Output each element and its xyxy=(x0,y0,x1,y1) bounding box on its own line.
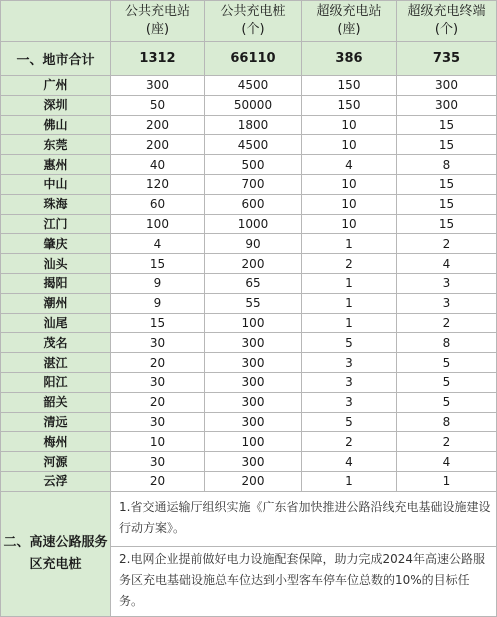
table-row xyxy=(1,254,497,274)
city-name: 深圳 xyxy=(1,95,111,115)
city-name: 江门 xyxy=(1,214,111,234)
table-row xyxy=(1,76,497,96)
table-row xyxy=(1,412,497,432)
city-public-piles: 300 xyxy=(205,353,302,373)
city-super-stations: 3 xyxy=(302,372,397,392)
city-name: 汕头 xyxy=(1,254,111,274)
city-public-stations: 300 xyxy=(111,76,205,96)
city-name: 中山 xyxy=(1,174,111,194)
city-super-terminals: 5 xyxy=(397,372,497,392)
city-public-piles: 700 xyxy=(205,174,302,194)
city-public-stations: 30 xyxy=(111,333,205,353)
city-public-stations: 20 xyxy=(111,353,205,373)
city-super-terminals: 3 xyxy=(397,273,497,293)
city-super-stations: 2 xyxy=(302,254,397,274)
city-public-stations: 4 xyxy=(111,234,205,254)
city-public-piles: 90 xyxy=(205,234,302,254)
header-public-piles xyxy=(205,1,302,42)
city-super-terminals: 5 xyxy=(397,353,497,373)
city-super-terminals: 3 xyxy=(397,293,497,313)
header-super-stations xyxy=(302,1,397,42)
city-name: 茂名 xyxy=(1,333,111,353)
city-public-stations: 100 xyxy=(111,214,205,234)
city-public-stations: 9 xyxy=(111,273,205,293)
city-public-piles: 4500 xyxy=(205,135,302,155)
city-public-piles: 55 xyxy=(205,293,302,313)
city-public-piles: 300 xyxy=(205,452,302,472)
city-public-piles: 4500 xyxy=(205,76,302,96)
city-public-piles: 200 xyxy=(205,254,302,274)
city-public-stations: 30 xyxy=(111,452,205,472)
city-public-stations: 200 xyxy=(111,115,205,135)
city-super-stations: 10 xyxy=(302,115,397,135)
city-name: 广州 xyxy=(1,76,111,96)
city-super-stations: 1 xyxy=(302,234,397,254)
city-super-stations: 5 xyxy=(302,333,397,353)
total-super-terminals: 735 xyxy=(397,42,497,76)
city-super-stations: 2 xyxy=(302,432,397,452)
city-super-terminals: 2 xyxy=(397,432,497,452)
city-super-stations: 1 xyxy=(302,313,397,333)
header-row xyxy=(1,1,497,42)
city-super-terminals: 15 xyxy=(397,214,497,234)
city-super-stations: 150 xyxy=(302,95,397,115)
city-name: 湛江 xyxy=(1,353,111,373)
total-public-stations: 1312 xyxy=(111,42,205,76)
city-name: 珠海 xyxy=(1,194,111,214)
header-corner-cell xyxy=(1,1,111,42)
table-row xyxy=(1,452,497,472)
city-name: 肇庆 xyxy=(1,234,111,254)
table-row xyxy=(1,234,497,254)
city-public-stations: 10 xyxy=(111,432,205,452)
city-super-terminals: 8 xyxy=(397,333,497,353)
city-super-stations: 1 xyxy=(302,273,397,293)
city-super-stations: 10 xyxy=(302,214,397,234)
city-super-terminals: 2 xyxy=(397,313,497,333)
city-super-terminals: 15 xyxy=(397,194,497,214)
city-super-terminals: 15 xyxy=(397,115,497,135)
header-super-terminals-title: 超级充电终端 xyxy=(407,4,486,19)
city-super-terminals: 2 xyxy=(397,234,497,254)
total-row xyxy=(1,42,497,76)
city-super-terminals: 15 xyxy=(397,135,497,155)
highway-note-2: 2.电网企业提前做好电力设施配套保障，助力完成2024年高速公路服务区充电基础设施总车位达到小型客车停车位总数的10%的目标任务。 xyxy=(111,546,497,616)
city-super-stations: 10 xyxy=(302,135,397,155)
city-public-stations: 50 xyxy=(111,95,205,115)
city-super-stations: 5 xyxy=(302,412,397,432)
city-public-piles: 600 xyxy=(205,194,302,214)
city-name: 揭阳 xyxy=(1,273,111,293)
table-row xyxy=(1,194,497,214)
table-row xyxy=(1,471,497,491)
header-public-piles-title: 公共充电桩 xyxy=(220,4,286,19)
table-row xyxy=(1,313,497,333)
header-super-stations-unit: (座) xyxy=(337,22,361,37)
city-name: 佛山 xyxy=(1,115,111,135)
highway-note-row-1 xyxy=(1,491,497,546)
city-super-stations: 3 xyxy=(302,392,397,412)
header-public-stations-title: 公共充电站 xyxy=(124,4,190,19)
city-public-stations: 60 xyxy=(111,194,205,214)
city-public-stations: 200 xyxy=(111,135,205,155)
city-public-stations: 120 xyxy=(111,174,205,194)
city-public-piles: 100 xyxy=(205,313,302,333)
city-public-piles: 1000 xyxy=(205,214,302,234)
table-row xyxy=(1,372,497,392)
city-super-terminals: 1 xyxy=(397,471,497,491)
total-public-piles: 66110 xyxy=(205,42,302,76)
city-public-piles: 200 xyxy=(205,471,302,491)
city-public-stations: 20 xyxy=(111,392,205,412)
table-row xyxy=(1,135,497,155)
city-super-stations: 1 xyxy=(302,471,397,491)
city-super-stations: 4 xyxy=(302,452,397,472)
table-row xyxy=(1,174,497,194)
city-super-stations: 4 xyxy=(302,155,397,175)
total-label: 一、地市合计 xyxy=(1,42,111,76)
city-name: 潮州 xyxy=(1,293,111,313)
header-super-terminals xyxy=(397,1,497,42)
city-public-piles: 1800 xyxy=(205,115,302,135)
city-public-stations: 15 xyxy=(111,313,205,333)
city-super-terminals: 4 xyxy=(397,254,497,274)
table-row xyxy=(1,273,497,293)
city-name: 云浮 xyxy=(1,471,111,491)
city-public-stations: 30 xyxy=(111,372,205,392)
city-public-piles: 300 xyxy=(205,392,302,412)
city-name: 惠州 xyxy=(1,155,111,175)
city-name: 阳江 xyxy=(1,372,111,392)
city-super-stations: 10 xyxy=(302,174,397,194)
city-public-piles: 50000 xyxy=(205,95,302,115)
header-public-piles-unit: (个) xyxy=(241,22,265,37)
table-row xyxy=(1,353,497,373)
city-public-piles: 65 xyxy=(205,273,302,293)
city-public-stations: 20 xyxy=(111,471,205,491)
city-super-stations: 150 xyxy=(302,76,397,96)
city-public-piles: 100 xyxy=(205,432,302,452)
header-super-terminals-unit: (个) xyxy=(434,22,459,37)
total-super-stations: 386 xyxy=(302,42,397,76)
city-public-piles: 500 xyxy=(205,155,302,175)
city-name: 汕尾 xyxy=(1,313,111,333)
city-public-piles: 300 xyxy=(205,412,302,432)
header-super-stations-title: 超级充电站 xyxy=(316,4,382,19)
table-row xyxy=(1,392,497,412)
table-row xyxy=(1,293,497,313)
city-super-stations: 10 xyxy=(302,194,397,214)
city-name: 清远 xyxy=(1,412,111,432)
city-public-stations: 15 xyxy=(111,254,205,274)
header-public-stations xyxy=(111,1,205,42)
city-super-stations: 1 xyxy=(302,293,397,313)
city-super-stations: 3 xyxy=(302,353,397,373)
header-public-stations-unit: (座) xyxy=(145,22,170,37)
table-row xyxy=(1,432,497,452)
city-super-terminals: 300 xyxy=(397,76,497,96)
table-row xyxy=(1,115,497,135)
table-row xyxy=(1,214,497,234)
highway-section-label: 二、高速公路服务区充电桩 xyxy=(1,491,111,616)
table-row xyxy=(1,333,497,353)
city-name: 韶关 xyxy=(1,392,111,412)
table-row xyxy=(1,95,497,115)
highway-note-1: 1.省交通运输厅组织实施《广东省加快推进公路沿线充电基础设施建设行动方案》。 xyxy=(111,491,497,546)
city-public-stations: 30 xyxy=(111,412,205,432)
city-super-terminals: 15 xyxy=(397,174,497,194)
city-public-stations: 40 xyxy=(111,155,205,175)
city-super-terminals: 5 xyxy=(397,392,497,412)
city-super-terminals: 4 xyxy=(397,452,497,472)
city-name: 河源 xyxy=(1,452,111,472)
table-row xyxy=(1,155,497,175)
city-public-piles: 300 xyxy=(205,333,302,353)
city-name: 梅州 xyxy=(1,432,111,452)
city-super-terminals: 8 xyxy=(397,155,497,175)
city-public-stations: 9 xyxy=(111,293,205,313)
city-super-terminals: 300 xyxy=(397,95,497,115)
city-public-piles: 300 xyxy=(205,372,302,392)
city-super-terminals: 8 xyxy=(397,412,497,432)
city-name: 东莞 xyxy=(1,135,111,155)
